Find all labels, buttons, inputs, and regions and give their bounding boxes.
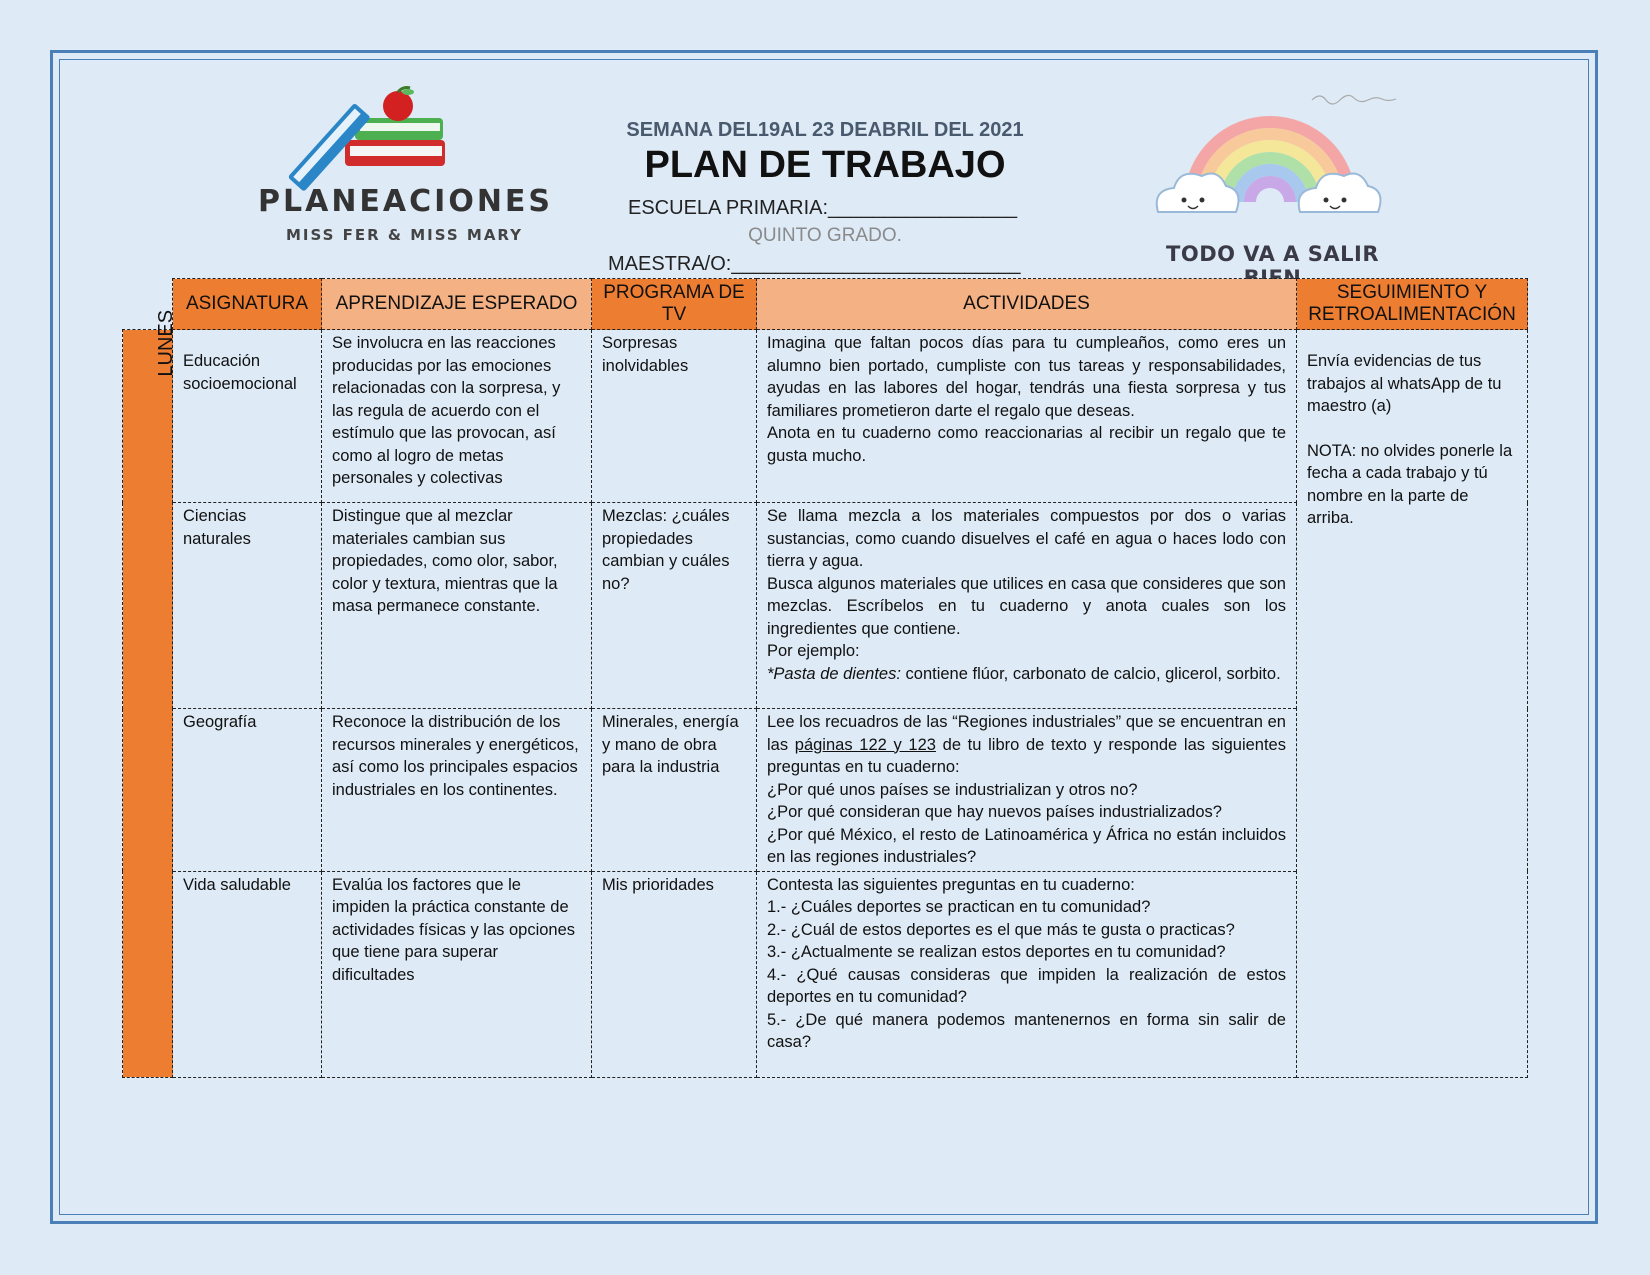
tv-program-cell: Mezclas: ¿cuáles propiedades cambian y cuáles no? (592, 503, 757, 709)
table-header-row (123, 279, 1528, 330)
followup-line: Envía evidencias de tus trabajos al whatsApp de tu maestro (a) (1307, 352, 1502, 415)
brand-name: PLANEACIONES (258, 184, 554, 219)
day-cell (123, 309, 178, 1078)
tv-program-cell: Sorpresas inolvidables (592, 330, 757, 503)
table-row (123, 330, 1528, 503)
learning-cell: Reconoce la distribución de los recursos minerales y energéticos, así como los principales espacios industriales en los continentes. (322, 709, 592, 872)
col-header-actividades: ACTIVIDADES (757, 279, 1297, 330)
example-term: *Pasta de dientes: (767, 664, 901, 683)
activity-line: Por ejemplo: (767, 642, 860, 660)
learning-cell: Distingue que al mezclar materiales cambian sus propiedades, como olor, sabor, color y textura, mientras que la masa permanece constante. (322, 503, 592, 709)
activities-cell (757, 871, 1297, 1077)
col-header-programa: PROGRAMA DE TV (592, 279, 757, 330)
col-header-asignatura: ASIGNATURA (173, 279, 322, 330)
activity-line: Anota en tu cuaderno como reaccionarias al recibir un regalo que te gusta mucho. (767, 424, 1286, 465)
activity-line: 3.- ¿Actualmente se realizan estos deportes en tu comunidad? (767, 943, 1226, 961)
followup-note: NOTA: no olvides ponerle la fecha a cada trabajo y tú nombre en la parte de arriba. (1307, 441, 1513, 527)
subject-cell: Geografía (173, 709, 322, 872)
teacher-field: MAESTRA/O:__________________________ (608, 253, 1021, 275)
tv-program-cell: Mis prioridades (592, 871, 757, 1077)
week-line: SEMANA DEL19AL 23 DEABRIL DEL 2021 (626, 119, 1024, 141)
followup-cell (1297, 330, 1528, 1078)
activity-line: ¿Por qué unos países se industrializan y otros no? (767, 780, 1138, 799)
activity-line: 2.- ¿Cuál de estos deportes es el que más te gusta o practicas? (767, 920, 1235, 939)
subject-cell: Educación socioemocional (173, 330, 322, 503)
col-header-aprendizaje: APRENDIZAJE ESPERADO (322, 279, 592, 330)
activity-line: Se llama mezcla a los materiales compuestos por dos o varias sustancias, como cuando disuelves el café en agua o haces lodo con tierra y agua. (767, 507, 1286, 570)
activity-line: 1.- ¿Cuáles deportes se practican en tu comunidad? (767, 898, 1151, 916)
rainbow-caption: TODO VA A SALIR (1166, 242, 1379, 266)
school-field: ESCUELA PRIMARIA:_________________ (628, 197, 1018, 219)
activities-cell (757, 503, 1297, 709)
tv-program-cell: Minerales, energía y mano de obra para la industria (592, 709, 757, 872)
activity-line: Contesta las siguientes preguntas en tu cuaderno: (767, 875, 1135, 894)
activities-cell (757, 330, 1297, 503)
activity-line: Imagina que faltan pocos días para tu cumpleaños, como eres un alumno bien portado, cumpliste con tus tareas y responsabilidades, ayudas en las labores del hogar, tendrás una fiesta sorpresa y tus familiares prometieron darte el regalo que deseas. (767, 334, 1286, 420)
learning-cell: Se involucra en las reacciones producidas por las emociones relacionadas con la sorpresa, y las regula de acuerdo con el estímulo que las provocan, así como al logro de metas personales y colectivas (322, 330, 592, 503)
books-apple-icon (250, 88, 525, 248)
activity-intro (767, 711, 1286, 779)
day-label: LUNES (155, 309, 178, 377)
activity-line: ¿Por qué consideran que hay nuevos países industrializados? (767, 803, 1222, 821)
followup-gap (1307, 418, 1517, 440)
plan-table (122, 278, 1528, 1078)
example-text: contiene flúor, carbonato de calcio, glicerol, sorbito. (900, 664, 1281, 683)
activities-cell (757, 709, 1297, 872)
activity-line: 5.- ¿De qué manera podemos mantenernos en forma sin salir de casa? (767, 1010, 1286, 1051)
grade-label: QUINTO GRADO. (748, 225, 902, 246)
learning-cell: Evalúa los factores que le impiden la práctica constante de actividades físicas y las opciones que tiene para superar dificultades (322, 871, 592, 1077)
pages-reference: páginas 122 y 123 (794, 735, 936, 754)
col-header-seguimiento: SEGUIMIENTO Y RETROALIMENTACIÓN (1297, 279, 1528, 330)
activity-intro-a: Lee los recuadros de las “Regiones industriales” que se encuentran en las (767, 713, 1286, 754)
activity-line: ¿Por qué México, el resto de Latinoamérica y África no están incluidos en las regiones industriales? (767, 825, 1286, 866)
activity-line: Busca algunos materiales que utilices en casa que consideres que son mezclas. Escríbelos en tu cuaderno y anota cuales son los ingredientes que contiene. (767, 574, 1286, 638)
rainbow-icon (1150, 92, 1390, 242)
page-title: PLAN DE TRABAJO (644, 144, 1006, 186)
activity-line: 4.- ¿Qué causas consideras que impiden la realización de estos deportes en tu comunidad? (767, 965, 1286, 1006)
subject-cell: Ciencias naturales (173, 503, 322, 709)
activity-intro-b: de tu libro de texto y responde las siguientes preguntas en tu cuaderno: (767, 735, 1286, 776)
subject-cell: Vida saludable (173, 871, 322, 1077)
activity-example (767, 663, 1286, 686)
brand-subtitle: MISS FER & MISS MARY (286, 226, 524, 244)
